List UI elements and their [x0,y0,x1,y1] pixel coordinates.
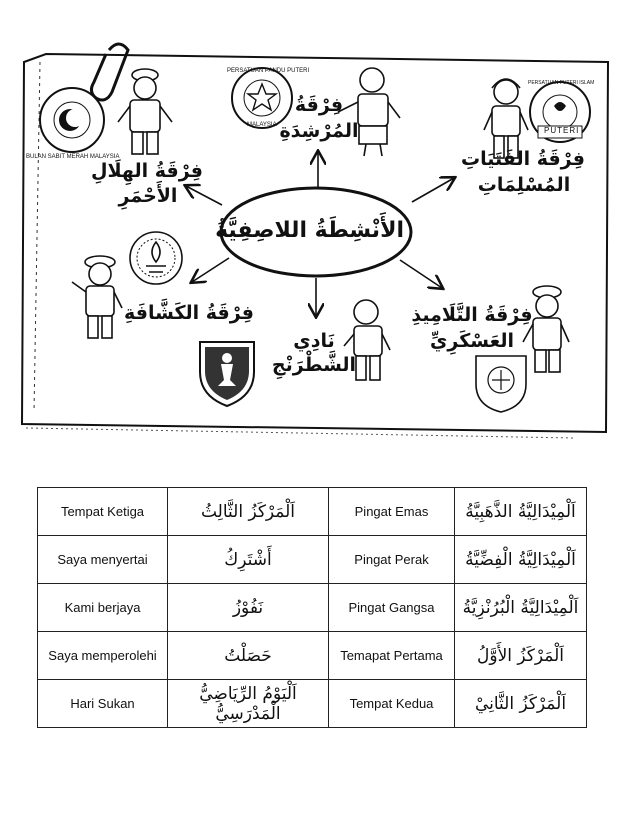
table-row [38,536,587,584]
label-kasysyafah: فِرْقَةُ الكَشَّافَةِ [124,302,254,324]
label-syatranj-line2: الشَّطْرَنْجِ [271,354,357,376]
arabic-cell: اَلْمَرْكَزُ الأَوَّلُ [455,632,587,680]
label-hilal-line2: الأَحْمَرِ [118,185,178,207]
malay-cell: Tempat Kedua [329,680,455,728]
malay-cell: Temapat Pertama [329,632,455,680]
center-title: الأَنْشِطَةُ اللاصِفِيَّةُ [215,218,404,243]
malay-cell: Pingat Gangsa [329,584,455,632]
malay-cell: Pingat Perak [329,536,455,584]
malay-cell: Saya menyertai [38,536,168,584]
label-hilal-line1: فِرْقَةُ الهِلَالِ [91,160,203,182]
arabic-cell: أَشْتَرِكُ [168,536,329,584]
malay-cell: Tempat Ketiga [38,488,168,536]
malay-cell: Hari Sukan [38,680,168,728]
pandu-puteri-badge-bottom: MALAYSIA [247,122,277,128]
malay-cell: Saya memperolehi [38,632,168,680]
arabic-cell: اَلْمِيْدَالِيَّةُ الذَّهَبِيَّةُ [455,488,587,536]
label-syatranj-line1: نَادِي [293,330,335,352]
scout-badge-icon [130,232,182,284]
label-mursyidah-line1: فِرْقَةُ [294,94,344,116]
label-talamidz-line2: العَسْكَرِيِّ [430,330,514,352]
arabic-cell: اَلْمَرْكَزُ الثَّانِيْ [455,680,587,728]
malay-cell: Kami berjaya [38,584,168,632]
arabic-cell: اَلْيَوْمُ الرِّيَاضِيُّ الْمَدْرَسِيُّ [168,680,329,728]
table-row [38,584,587,632]
vocabulary-table [37,487,587,728]
label-talamidz-line1: فِرْقَةُ التَّلَامِيذِ [411,304,533,326]
arabic-cell: اَلْمَرْكَزُ الثَّالِثُ [168,488,329,536]
table-row [38,632,587,680]
table-row [38,488,587,536]
puteri-islam-badge-bottom: PUTERI [544,126,580,135]
malay-cell: Pingat Emas [329,488,455,536]
arabic-cell: حَصَلْتُ [168,632,329,680]
arabic-cell: اَلْمِيْدَالِيَّةُ الْفِضِّيَّةُ [455,536,587,584]
arabic-cell: نَفُوْزُ [168,584,329,632]
arabic-cell: اَلْمِيْدَالِيَّةُ الْبُرُنْزِيَّةُ [455,584,587,632]
red-crescent-badge-icon [40,88,104,152]
red-crescent-badge-text: BULAN SABIT MERAH MALAYSIA [26,154,120,160]
cadet-emblem-icon [476,356,526,412]
pandu-puteri-badge-text: PERSATUAN PANDU PUTERI [227,68,310,74]
label-mursyidah-line2: المُرْشِدَةِ [279,120,359,142]
activities-poster [14,40,620,440]
label-fatayat-line2: المُسْلِمَاتِ [477,174,571,196]
label-fatayat-line1: فِرْقَةُ الفَتَيَاتِ [461,148,585,170]
puteri-islam-badge-text: PERSATUAN PUTERI ISLAM [528,80,595,86]
table-row [38,680,587,728]
